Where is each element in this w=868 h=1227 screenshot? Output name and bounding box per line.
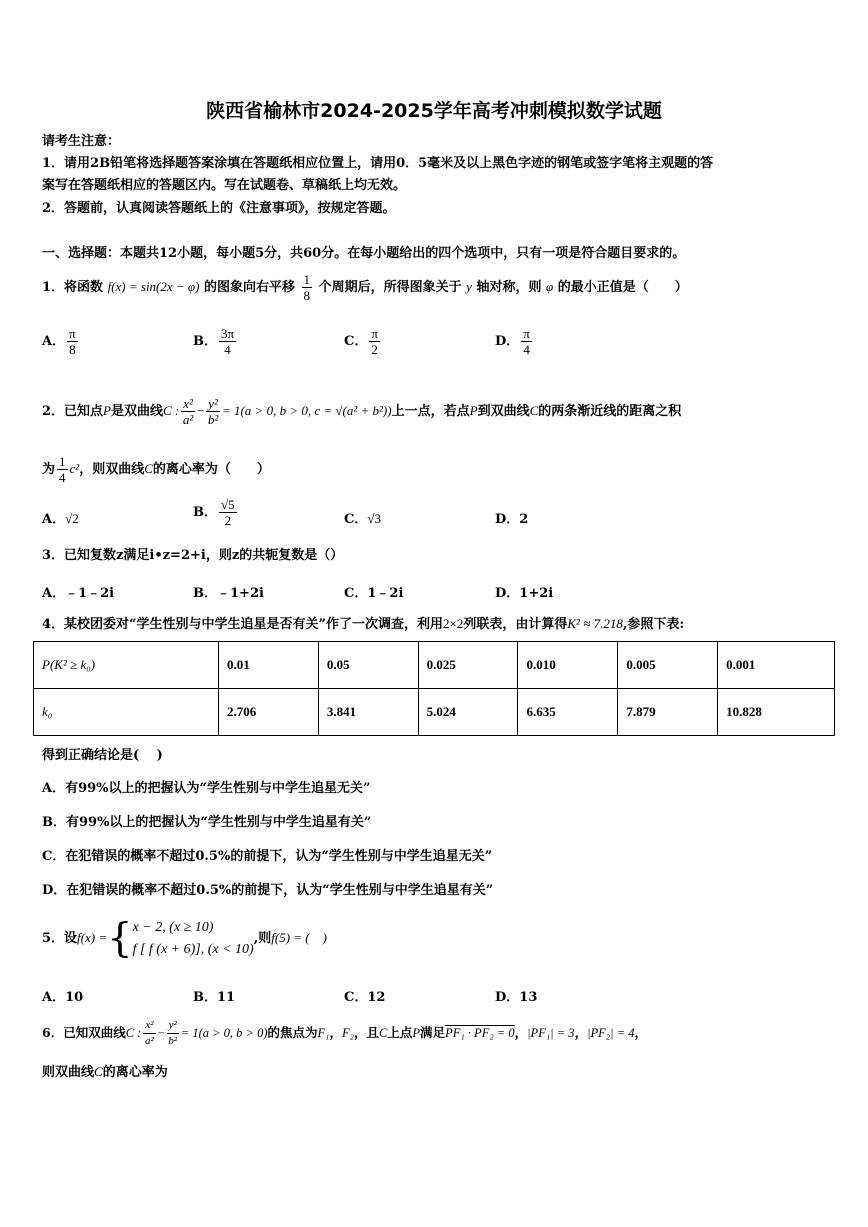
table-cell: 0.001 [718,642,835,689]
section-heading: 一、选择题：本题共12小题，每小题5分，共60分。在每小题给出的四个选项中，只有一项是符合题目要求的。 [42,246,686,261]
q4-option-b: B．有99%以上的把握认为“学生性别与中学生追星有关” [42,815,372,830]
q3-option-a: A．﹣1﹣2i [42,586,115,601]
table-cell: 0.025 [418,642,518,689]
page-title: 陕西省榆林市2024-2025学年高考冲刺模拟数学试题 [206,100,662,122]
q5-option-b: B．11 [193,990,236,1005]
table-cell: 0.05 [318,642,418,689]
q1-function: f(x) = sin(2x − φ) [107,279,200,294]
q3-option-d: D．1+2i [495,586,554,601]
question-2-line-2: 为 $\frac{1}{4}$ c²，则双曲线C的离心率为（ ） [42,454,270,485]
table-cell: 7.879 [618,689,718,736]
q3-option-b: B．﹣1+2i [193,586,264,601]
q1-text-b: 个周期后，所得图象关于 [318,280,462,295]
table-cell: 5.024 [418,689,518,736]
notice-item-1a: 1．请用2B铅笔将选择题答案涂填在答题纸相应位置上，请用0．5毫米及以上黑色字迹的钢笔或签字笔将主观题的答 [42,156,714,171]
notice-item-2: 2．答题前，认真阅读答题纸上的《注意事项》，按规定答题。 [42,201,396,216]
q5-option-a: A．10 [42,990,84,1005]
q2-option-b: B． $\frac{√5}{2}$ [193,497,235,528]
q1-option-b: B． $\frac{3\pi}{4}$ [193,326,235,357]
q1-num: 1．将函数 [42,280,104,295]
notice-heading: 请考生注意： [42,134,121,149]
question-1 [42,270,688,305]
question-6: 6．已知双曲线C : $\frac{\text{x²}}{\text{a²}}$ − $\frac{\text{y²}}{\text{b²}}$ = 1(a > 0, b > 0)的焦点为F₁，F₂，且C上点P满足PF₁ · PF₂ = 0，|PF₁| = 3，|PF₂| = 4， [42,1019,648,1047]
q4-option-a: A．有99%以上的把握认为“学生性别与中学生追星无关” [42,781,371,796]
q1-option-d: D． $\frac{\pi}{4}$ [495,326,530,357]
q1-text-c: 轴对称，则 [476,280,542,295]
critical-value-table [33,641,835,736]
table-cell: 6.635 [518,689,618,736]
q4-option-d: D．在犯错误的概率不超过0.5%的前提下，认为“学生性别与中学生追星有关” [42,883,494,898]
q4-option-c: C．在犯错误的概率不超过0.5%的前提下，认为“学生性别与中学生追星无关” [42,849,493,864]
q5-option-c: C．12 [344,990,386,1005]
table-row [34,689,835,736]
question-5: 5．设f(x) ={ x − 2, (x ≥ 10) f [ f (x + 6)], (x < 10) ,则f(5) = ( ) [42,915,327,962]
q4-prompt: 得到正确结论是( ) [42,748,163,763]
q2-option-a: A．√2 [42,511,79,527]
table-cell: P(K² ≥ k₀) [34,642,219,689]
q2-option-c: C．√3 [344,511,381,527]
q2-option-d: D．2 [495,512,529,527]
question-6-line-2: 则双曲线C的离心率为 [42,1064,168,1080]
question-2: 2．已知点P是双曲线C : $\frac{\text{x²}}{\text{a²}}$ − $\frac{\text{y²}}{\text{b²}}$ = 1(a > 0, b > 0, c = √(a² + b²))上一点，若点P到双曲线C的两条渐近线的距离之积 [42,396,682,427]
table-cell: 0.010 [518,642,618,689]
q1-phi: φ [545,279,554,294]
q1-fraction: $\frac{1}{8}$ [303,272,311,303]
question-4: 4．某校团委对“学生性别与中学生追星是否有关”作了一次调查，利用2×2列联表，由计算得K² ≈ 7.218,参照下表: [42,616,685,632]
q1-text-a: 的图象向右平移 [204,280,296,295]
table-cell: 0.01 [219,642,319,689]
table-cell: 3.841 [318,689,418,736]
table-cell: 2.706 [219,689,319,736]
q1-option-a: A． $\frac{\pi}{8}$ [42,326,76,357]
table-cell: 0.005 [618,642,718,689]
q1-option-c: C． $\frac{\pi}{2}$ [344,326,378,357]
q1-text-d: 的最小正值是（ ） [557,280,688,295]
q1-y: y [466,279,472,294]
table-cell: k₀ [34,689,219,736]
table-cell: 10.828 [718,689,835,736]
question-3: 3．已知复数z满足i•z=2+i，则z的共轭复数是（） [42,548,344,563]
q3-option-c: C．1﹣2i [344,586,404,601]
table-row [34,642,835,689]
q5-option-d: D．13 [495,990,538,1005]
notice-item-1b: 案写在答题纸相应的答题区内。写在试题卷、草稿纸上均无效。 [42,178,407,193]
